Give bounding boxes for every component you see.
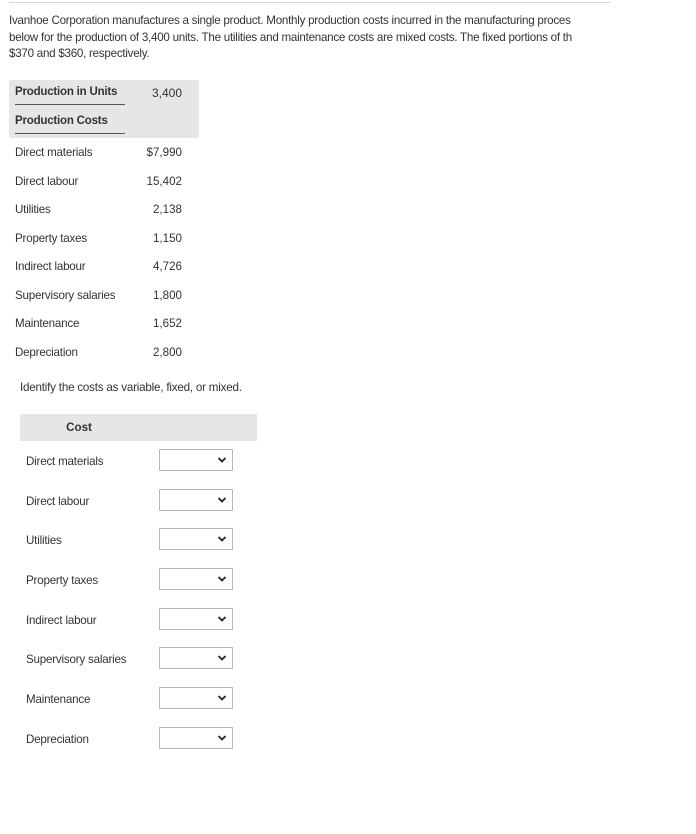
cost-value: 4,726 <box>152 260 182 273</box>
cost-label: Supervisory salaries <box>15 288 116 302</box>
cost-label: Indirect labour <box>26 613 97 627</box>
question-prompt: Identify the costs as variable, fixed, or mixed. <box>20 381 242 394</box>
costs-header: Production Costs <box>15 115 125 134</box>
top-divider <box>9 2 610 3</box>
cost-value: 2,138 <box>152 203 182 216</box>
classification-select[interactable] <box>159 687 233 709</box>
answer-table-header <box>20 414 257 441</box>
cost-value: $7,990 <box>146 146 182 159</box>
table-row <box>20 600 257 640</box>
chevron-down-icon <box>217 652 227 664</box>
cost-value: 2,800 <box>152 345 182 359</box>
cost-label: Indirect labour <box>15 260 86 273</box>
problem-line: $370 and $360, respectively. <box>9 47 150 60</box>
cost-label: Direct materials <box>15 146 93 159</box>
problem-line: below for the production of 3,400 units. The utilities and maintenance costs are mixed costs. The fixed portions of th <box>9 30 572 44</box>
problem-statement <box>9 13 609 63</box>
cost-label: Direct labour <box>15 174 79 188</box>
table-row <box>9 195 199 224</box>
problem-line: Ivanhoe Corporation manufactures a single product. Monthly production costs incurred in the manufacturing proces <box>9 14 571 27</box>
chevron-down-icon <box>217 732 227 744</box>
table-row <box>20 719 257 759</box>
classification-select[interactable] <box>159 528 233 550</box>
table-row <box>20 679 257 719</box>
units-value: 3,400 <box>151 86 182 100</box>
table-row <box>9 338 199 367</box>
cost-label: Utilities <box>15 203 51 216</box>
classification-select[interactable] <box>159 568 233 590</box>
cost-value: 1,800 <box>152 288 182 302</box>
cost-label: Utilities <box>26 534 62 548</box>
table-row <box>9 252 199 281</box>
chevron-down-icon <box>217 613 227 625</box>
units-header: Production in Units <box>15 86 125 105</box>
production-cost-table <box>9 80 199 366</box>
cost-value: 1,652 <box>152 317 182 330</box>
cost-value: 1,150 <box>152 231 182 245</box>
cost-label: Supervisory salaries <box>26 653 127 667</box>
cost-label: Depreciation <box>26 732 89 746</box>
chevron-down-icon <box>217 573 227 585</box>
chevron-down-icon <box>217 692 227 704</box>
classification-select[interactable] <box>159 727 233 749</box>
table-row <box>20 639 257 679</box>
classification-select[interactable] <box>159 449 233 471</box>
chevron-down-icon <box>217 494 227 506</box>
table-row <box>20 441 257 481</box>
cost-value: 15,402 <box>146 174 182 188</box>
cost-classification-table <box>20 414 257 759</box>
cost-table-header <box>9 80 199 138</box>
chevron-down-icon <box>217 454 227 466</box>
cost-column-header: Cost <box>66 421 92 434</box>
cost-label: Depreciation <box>15 345 78 359</box>
table-row <box>20 520 257 560</box>
table-row <box>20 560 257 600</box>
table-row <box>9 138 199 167</box>
cost-label: Maintenance <box>26 693 91 707</box>
table-row <box>9 224 199 253</box>
table-row <box>9 167 199 196</box>
table-row <box>9 281 199 310</box>
cost-label: Direct materials <box>26 455 104 468</box>
classification-select[interactable] <box>159 647 233 669</box>
classification-select[interactable] <box>159 489 233 511</box>
table-row <box>20 481 257 521</box>
cost-label: Property taxes <box>26 574 98 588</box>
cost-label: Direct labour <box>26 494 90 508</box>
cost-label: Property taxes <box>15 231 87 245</box>
table-row <box>9 309 199 338</box>
chevron-down-icon <box>217 533 227 545</box>
cost-label: Maintenance <box>15 317 80 330</box>
classification-select[interactable] <box>159 608 233 630</box>
